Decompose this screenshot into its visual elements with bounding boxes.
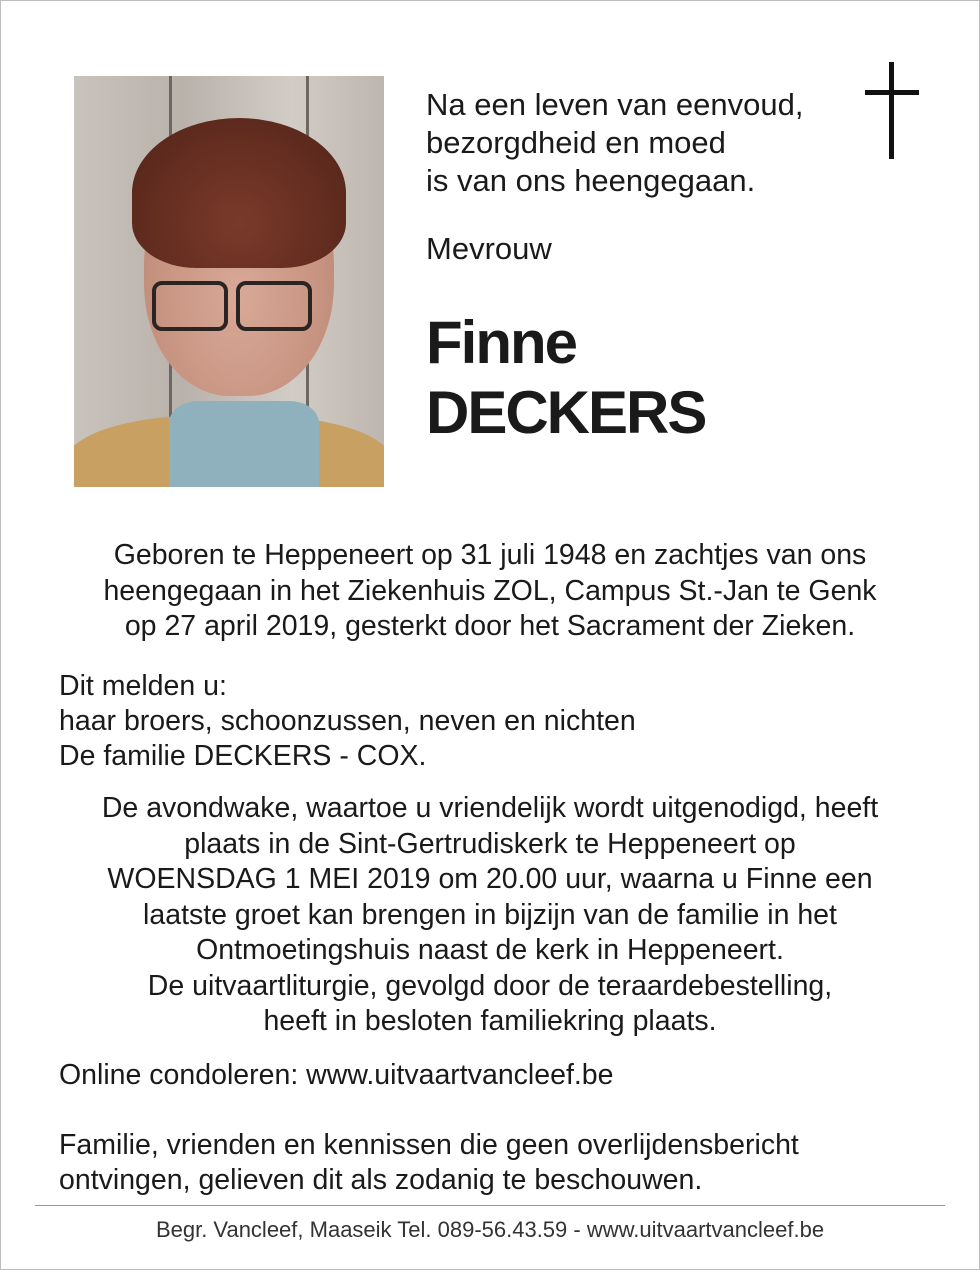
announcers-paragraph [59,669,939,774]
paragraph-line: heengegaan in het Ziekenhuis ZOL, Campus St.-Jan te Genk [103,574,877,607]
funeral-home-footer: Begr. Vancleef, Maaseik Tel. 089-56.43.59 - www.uitvaartvancleef.be [155,1217,825,1242]
deceased-name [426,308,705,448]
intro-line: is van ons heengegaan. [426,163,756,198]
paragraph-line: haar broers, schoonzussen, neven en nichten [59,705,636,737]
notice-paragraph [59,1128,939,1198]
paragraph-line: De uitvaartliturgie, gevolgd door de teraardebestelling, [147,969,833,1002]
paragraph-line: plaats in de Sint-Gertrudiskerk te Heppeneert op [184,827,796,860]
paragraph-line: laatste groet kan brengen in bijzijn van de familie in het [143,898,837,931]
paragraph-line: Ontmoetingshuis naast de kerk in Heppeneert. [196,934,784,966]
paragraph-line: ontvingen, gelieven dit als zodanig te beschouwen. [59,1164,703,1196]
intro-line: bezorgdheid en moed [426,125,726,160]
portrait-photo [74,76,384,487]
honorific: Mevrouw [426,231,552,266]
cross-icon [860,62,924,160]
paragraph-line: De avondwake, waartoe u vriendelijk wordt uitgenodigd, heeft [101,792,879,824]
paragraph-line: heeft in besloten familiekring plaats. [263,1005,717,1037]
photo-hair [132,118,346,268]
first-name: Finne [426,309,576,376]
paragraph-line: Dit melden u: [59,670,227,702]
intro-verse [426,86,846,200]
birth-death-paragraph [40,538,940,645]
online-condolences [59,1058,939,1093]
photo-glasses-lens [152,281,228,331]
paragraph-line: Geboren te Heppeneert op 31 juli 1948 en zachtjes van ons [113,539,867,571]
paragraph-line: Familie, vrienden en kennissen die geen overlijdensbericht [59,1129,799,1161]
photo-glasses-lens [236,281,312,331]
photo-collar [169,401,319,487]
ceremony-paragraph [40,791,940,1040]
footer-divider [35,1205,945,1206]
last-name: DECKERS [426,379,706,446]
condolences-line: Online condoleren: www.uitvaartvancleef.be [59,1059,614,1091]
intro-line: Na een leven van eenvoud, [426,87,804,122]
paragraph-line: WOENSDAG 1 MEI 2019 om 20.00 uur, waarna u Finne een [107,863,873,895]
photo-glasses [152,281,312,327]
paragraph-line: De familie DECKERS - COX. [59,740,427,772]
paragraph-line: op 27 april 2019, gesterkt door het Sacrament der Zieken. [124,610,856,642]
